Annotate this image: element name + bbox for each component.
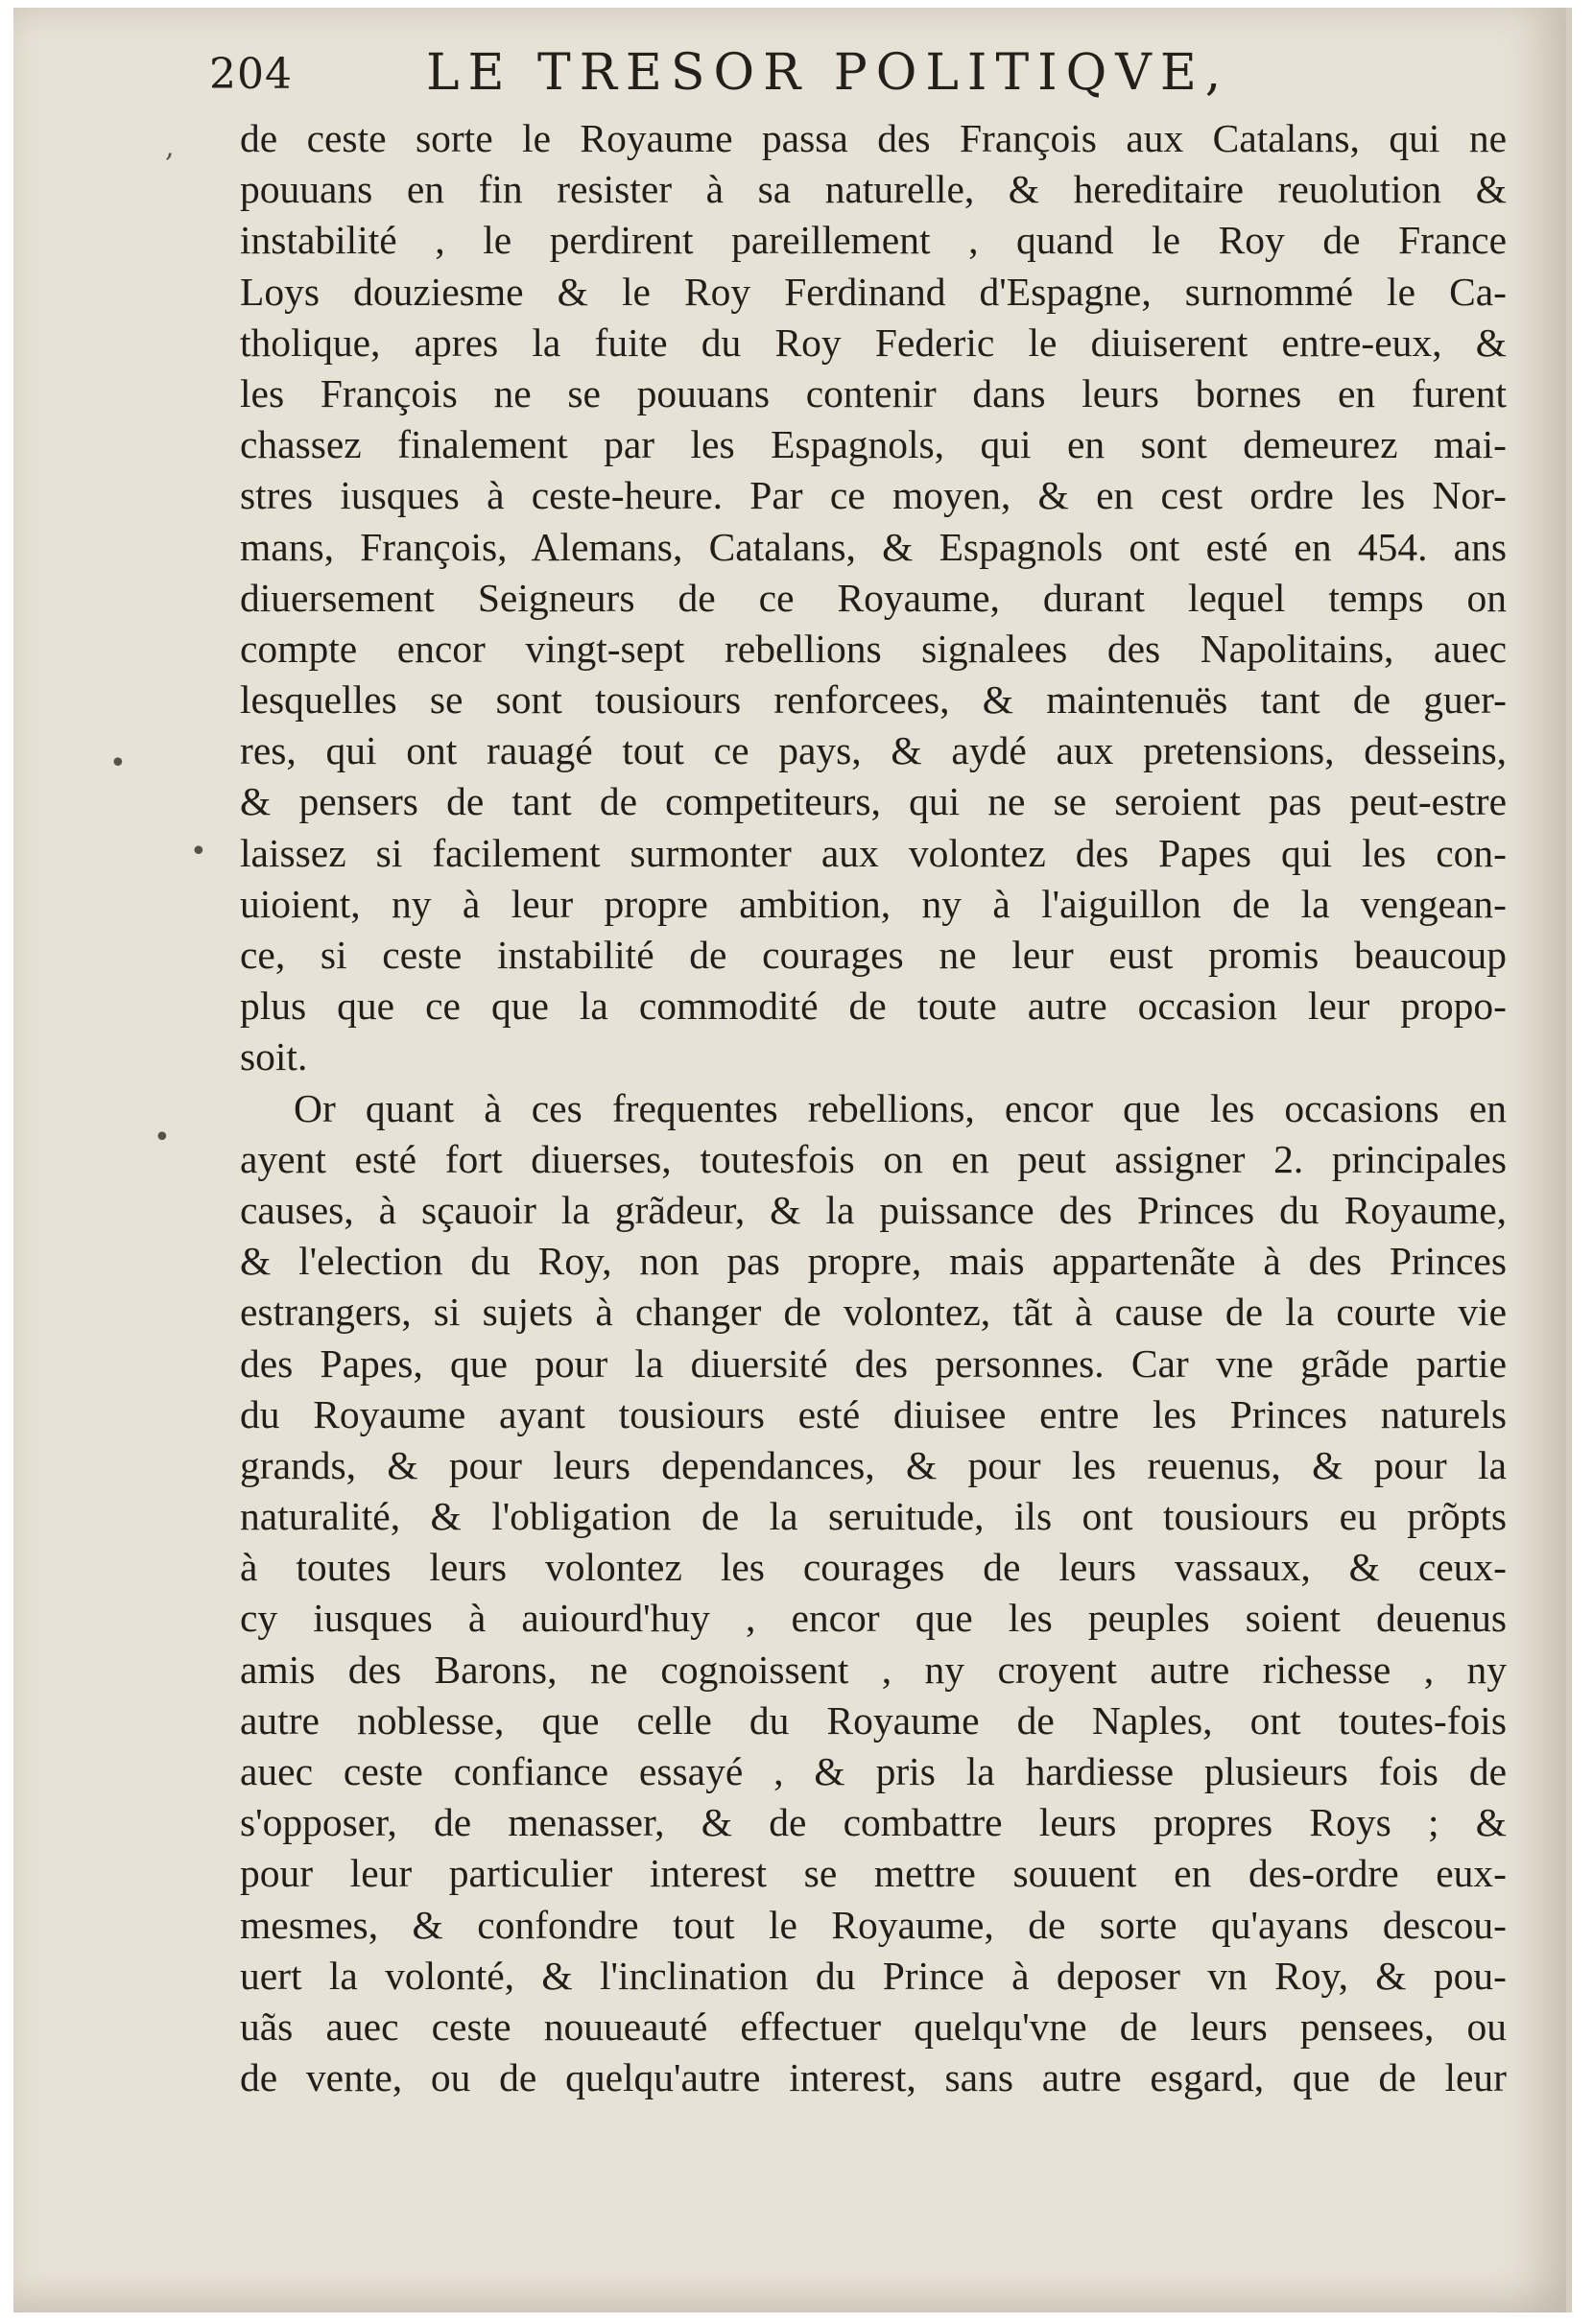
text-line: tholique, apres la fuite du Roy Federic le diuiserent entre-eux, & [240,320,1507,365]
text-line: mans, François, Alemans, Catalans, & Espagnols ont esté en 454. ans [240,524,1507,569]
text-line: res, qui ont rauagé tout ce pays, & aydé aux pretensions, desseins, [240,728,1507,773]
text-line: uert la volonté, & l'inclination du Prince à deposer vn Roy, & pou- [240,1953,1507,1998]
margin-mark-icon: • [109,747,127,780]
page-header [209,40,1370,102]
text-line: amis des Barons, ne cognoissent , ny croyent autre richesse , ny [240,1647,1507,1692]
text-line: s'opposer, de menasser, & de combattre leurs propres Roys ; & [240,1800,1507,1845]
text-line: plus que ce que la commodité de toute autre occasion leur propo- [240,984,1507,1029]
text-line: de ceste sorte le Royaume passa des François aux Catalans, qui ne [240,116,1507,160]
text-line: uioient, ny à leur propre ambition, ny à l'aiguillon de la vengean- [240,881,1507,926]
text-line: les François ne se pouuans contenir dans leurs bornes en furent [240,370,1507,415]
text-line: cy iusques à auiourd'huy , encor que les peuples soient deuenus [240,1596,1507,1641]
book-page [13,8,1572,2312]
paragraph-start-line: Or quant à ces frequentes rebellions, encor que les occasions en [294,1085,1507,1130]
margin-mark-icon: • [190,835,207,868]
text-line: naturalité, & l'obligation de la seruitude, ils ont tousiours eu prõpts [240,1494,1507,1539]
text-line: du Royaume ayant tousiours esté diuisee entre les Princes naturels [240,1391,1507,1436]
text-line: laissez si facilement surmonter aux volontez des Papes qui les con- [240,830,1507,875]
margin-mark-icon: • [154,1121,171,1154]
text-line: autre noblesse, que celle du Royaume de Naples, ont toutes-fois [240,1697,1507,1743]
text-line: de vente, ou de quelqu'autre interest, sans autre esgard, que de leur [240,2055,1507,2100]
text-line: soit. [240,1034,308,1079]
text-line: diuersement Seigneurs de ce Royaume, durant lequel temps on [240,575,1507,620]
text-line: ayent esté fort diuerses, toutesfois on en peut assigner 2. principales [240,1136,1507,1181]
text-line: instabilité , le perdirent pareillement , quand le Roy de France [240,218,1507,263]
text-line: pour leur particulier interest se mettre souuent en des-ordre eux- [240,1851,1507,1896]
page-number: 204 [209,50,293,99]
text-line: & l'election du Roy, non pas propre, mais appartenãte à des Princes [240,1239,1507,1284]
text-line: à toutes leurs volontez les courages de leurs vassaux, & ceux- [240,1545,1507,1590]
text-line: causes, à sçauoir la grãdeur, & la puissance des Princes du Royaume, [240,1187,1507,1232]
text-line: mesmes, & confondre tout le Royaume, de sorte qu'ayans descou- [240,1902,1507,1947]
text-line: chassez finalement par les Espagnols, qui en sont demeurez mai- [240,422,1507,467]
text-line: estrangers, si sujets à changer de volontez, tãt à cause de la courte vie [240,1290,1507,1335]
text-line: Loys douziesme & le Roy Ferdinand d'Espagne, surnommé le Ca- [240,269,1507,314]
text-line: grands, & pour leurs dependances, & pour les reuenus, & pour la [240,1442,1507,1487]
body-text [240,113,1507,2103]
text-line: lesquelles se sont tousiours renforcees, & maintenuës tant de guer- [240,677,1507,723]
text-line: des Papes, que pour la diuersité des personnes. Car vne grãde partie [240,1340,1507,1386]
margin-mark-icon: , [165,130,175,164]
running-title: LE TRESOR POLITIQVE, [426,44,1230,102]
text-line: & pensers de tant de competiteurs, qui ne se seroient pas peut-estre [240,779,1507,824]
text-line: auec ceste confiance essayé , & pris la hardiesse plusieurs fois de [240,1749,1507,1793]
text-line: uãs auec ceste nouueauté effectuer quelqu'vne de leurs pensees, ou [240,2004,1507,2049]
text-line: compte encor vingt-sept rebellions signalees des Napolitains, auec [240,626,1507,671]
text-line: pouuans en fin resister à sa naturelle, & hereditaire reuolution & [240,167,1507,212]
text-line: stres iusques à ceste-heure. Par ce moyen, & en cest ordre les Nor- [240,473,1507,518]
text-line: ce, si ceste instabilité de courages ne leur eust promis beaucoup [240,933,1507,977]
